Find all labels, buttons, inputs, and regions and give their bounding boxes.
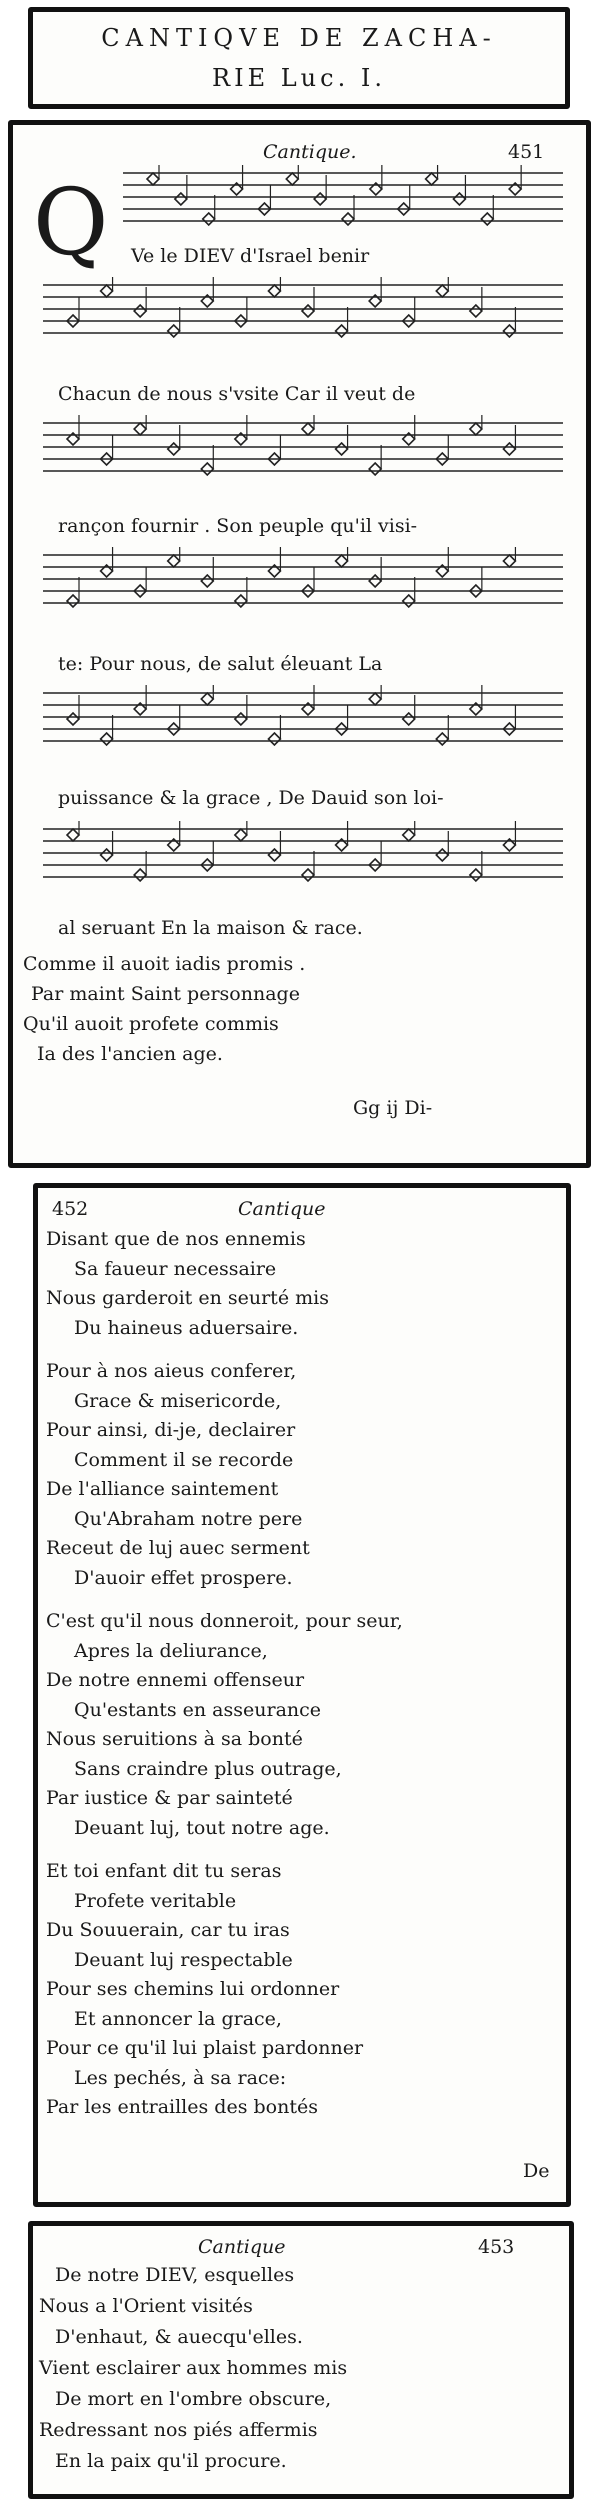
verse-line: Qu'il auoit profete commis <box>23 1013 279 1035</box>
verse-line: Par maint Saint personnage <box>31 983 300 1005</box>
note-head <box>503 555 515 567</box>
music-staff-1 <box>123 165 563 235</box>
note-head <box>369 575 381 587</box>
note-head <box>134 869 146 881</box>
music-staff-2 <box>43 277 563 347</box>
lyric-line-2: Chacun de nous s'vsite Car il veut de <box>58 383 416 405</box>
lyric-line-4: te: Pour nous, de salut éleuant La <box>58 653 383 675</box>
note-head <box>235 829 247 841</box>
note-head <box>314 193 326 205</box>
note-head <box>67 829 79 841</box>
running-head: Cantique <box>238 1198 326 1220</box>
note-head <box>235 595 247 607</box>
music-staff-3 <box>43 415 563 485</box>
running-head: Cantique <box>198 2236 286 2258</box>
note-head <box>342 213 354 225</box>
verse-line: Du haineus aduersaire. <box>74 1316 299 1339</box>
note-head <box>369 463 381 475</box>
note-head <box>403 713 415 725</box>
note-head <box>168 325 180 337</box>
note-head <box>134 423 146 435</box>
note-head <box>470 305 482 317</box>
note-head <box>302 305 314 317</box>
note-head <box>470 423 482 435</box>
verse-line: Par les entrailles des bontés <box>46 2096 318 2118</box>
verse-line: D'enhaut, & auecqu'elles. <box>55 2326 303 2348</box>
catchword: Gg ij Di- <box>353 1097 433 1119</box>
page-452 <box>33 1183 571 2207</box>
verse-line: Nous a l'Orient visités <box>39 2295 253 2317</box>
verse-line: Sa faueur necessaire <box>74 1257 277 1280</box>
note-head <box>168 555 180 567</box>
verse-line: Grace & misericorde, <box>74 1389 282 1412</box>
verse-line: De l'alliance saintement <box>46 1478 279 1500</box>
verse-line: Par iustice & par sainteté <box>46 1787 293 1809</box>
music-staff-5 <box>43 685 563 755</box>
note-head <box>101 849 113 861</box>
note-head <box>175 193 187 205</box>
music-staff-6 <box>43 821 563 891</box>
note-head <box>235 713 247 725</box>
verse-line: Pour à nos aieus conferer, <box>46 1360 297 1382</box>
note-head <box>453 193 465 205</box>
page-number: 452 <box>52 1198 89 1220</box>
note-head <box>201 575 213 587</box>
verse-line: D'auoir effet prospere. <box>74 1566 293 1589</box>
verse-line: De notre DIEV, esquelles <box>55 2264 295 2286</box>
note-head <box>134 305 146 317</box>
note-head <box>436 285 448 297</box>
verse-line: Comme il auoit iadis promis . <box>23 953 306 975</box>
verse-line: C'est qu'il nous donneroit, pour seur, <box>46 1610 403 1632</box>
note-head <box>470 869 482 881</box>
verse-line: Redressant nos piés affermis <box>39 2419 318 2441</box>
verse-line: Ia des l'ancien age. <box>37 1043 223 1065</box>
verse-line: Qu'Abraham notre pere <box>74 1507 303 1530</box>
note-head <box>426 173 438 185</box>
verse-line: Pour ainsi, di-je, declairer <box>46 1419 296 1441</box>
verse-line: Sans craindre plus outrage, <box>74 1757 342 1780</box>
title-line-1: CANTIQVE DE ZACHA- <box>101 24 497 52</box>
note-head <box>201 463 213 475</box>
page-453 <box>28 2221 574 2499</box>
verse-line: Deuant luj, tout notre age. <box>74 1816 330 1839</box>
note-head <box>369 693 381 705</box>
title-box <box>28 7 570 109</box>
note-head <box>268 285 280 297</box>
verse-line: Qu'estants en asseurance <box>74 1698 322 1721</box>
lyric-line-6: al seruant En la maison & race. <box>58 917 363 939</box>
note-head <box>403 829 415 841</box>
note-head <box>201 693 213 705</box>
verse-line: Et toi enfant dit tu seras <box>46 1860 282 1882</box>
note-head <box>268 849 280 861</box>
note-head <box>336 555 348 567</box>
note-head <box>503 443 515 455</box>
catchword: De <box>523 2160 550 2182</box>
note-head <box>503 325 515 337</box>
page-number: 453 <box>478 2236 515 2258</box>
title-line-2: RIE Luc. I. <box>212 64 386 92</box>
verse-line: Profete veritable <box>74 1889 237 1912</box>
verse-line: Receut de luj auec serment <box>46 1537 310 1559</box>
verse-line: Pour ce qu'il lui plaist pardonner <box>46 2037 364 2059</box>
verse-line: Du Souuerain, car tu iras <box>46 1919 290 1941</box>
note-head <box>336 325 348 337</box>
note-head <box>286 173 298 185</box>
verse-line: Vient esclairer aux hommes mis <box>39 2357 348 2379</box>
lyric-line-1: Ve le DIEV d'Israel benir <box>131 245 370 267</box>
note-head <box>101 733 113 745</box>
page-451 <box>8 120 591 1168</box>
verse-line: Comment il se recorde <box>74 1448 294 1471</box>
note-head <box>302 869 314 881</box>
music-staff-4 <box>43 547 563 617</box>
note-head <box>101 285 113 297</box>
note-head <box>203 213 215 225</box>
note-head <box>436 849 448 861</box>
running-head: Cantique. <box>263 141 357 163</box>
verse-line: Deuant luj respectable <box>74 1948 293 1971</box>
note-head <box>268 733 280 745</box>
verse-line: Nous seruitions à sa bonté <box>46 1728 303 1750</box>
verse-line: Les pechés, à sa race: <box>74 2066 287 2089</box>
lyric-line-3: rançon fournir . Son peuple qu'il visi- <box>58 515 418 537</box>
note-head <box>302 423 314 435</box>
note-head <box>67 713 79 725</box>
note-head <box>67 595 79 607</box>
note-head <box>436 733 448 745</box>
verse-line: Apres la deliurance, <box>74 1639 268 1662</box>
drop-cap: Q <box>33 169 109 276</box>
note-head <box>336 443 348 455</box>
verse-line: Nous garderoit en seurté mis <box>46 1287 329 1309</box>
verse-line: Pour ses chemins lui ordonner <box>46 1978 340 2000</box>
verse-line: Disant que de nos ennemis <box>46 1228 306 1250</box>
verse-line: Et annoncer la grace, <box>74 2007 282 2030</box>
verse-line: De notre ennemi offenseur <box>46 1669 305 1691</box>
verse-line: En la paix qu'il procure. <box>55 2450 287 2472</box>
verse-line: De mort en l'ombre obscure, <box>55 2388 332 2410</box>
page-number: 451 <box>508 141 545 163</box>
note-head <box>147 173 159 185</box>
note-head <box>168 443 180 455</box>
lyric-line-5: puissance & la grace , De Dauid son loi- <box>58 787 444 809</box>
note-head <box>403 595 415 607</box>
note-head <box>481 213 493 225</box>
